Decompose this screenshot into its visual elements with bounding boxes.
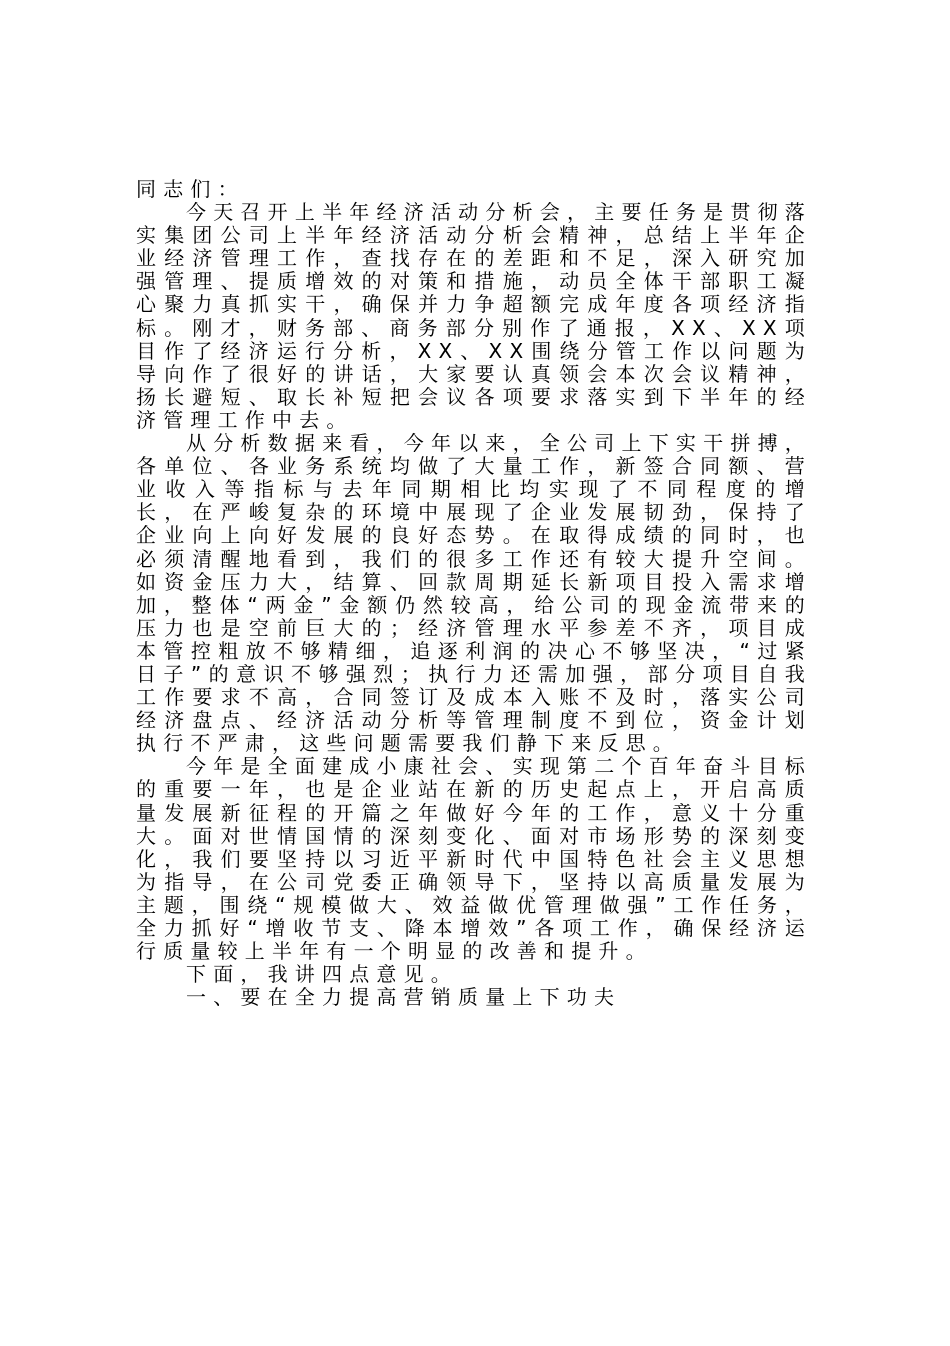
section-heading-1: 一、要在全力提高营销质量上下功夫 bbox=[186, 985, 622, 1010]
paragraph-outlook: 今年是全面建成小康社会、实现第二个百年奋斗目标的重要一年，也是企业站在新的历史起点上，开启高质量发展新征程的开篇之年做好今年的工作，意义十分重大。面对世情国情的深刻变化、面对市场形势的深刻变化，我们要坚持以习近平新时代中国特色社会主义思想为指导，在公司党委正确领导下，坚持以高质量发展为主题，围绕“规模做大、效益做优管理做强”工作任务，全力抓好“增收节支、降本增效”各项工作，确保经济运行质量较上半年有一个明显的改善和提升。 bbox=[136, 754, 812, 964]
paragraph-opening: 今天召开上半年经济活动分析会，主要任务是贯彻落实集团公司上半年经济活动分析会精神，总结上半年企业经济管理工作，查找存在的差距和不足，深入研究加强管理、提质增效的对策和措施，动员全体干部职工凝心聚力真抓实干，确保并力争超额完成年度各项经济指标。刚才，财务部、商务部分别作了通报，XX、XX项目作了经济运行分析，XX、XX围绕分管工作以问题为导向作了很好的讲话，大家要认真领会本次会议精神，扬长避短、取长补短把会议各项要求落实到下半年的经济管理工作中去。 bbox=[136, 200, 812, 432]
salutation: 同志们： bbox=[136, 177, 245, 201]
document-body bbox=[136, 178, 812, 1009]
paragraph-transition: 下面，我讲四点意见。 bbox=[186, 962, 458, 987]
paragraph-analysis: 从分析数据来看，今年以来，全公司上下实干拼搏，各单位、各业务系统均做了大量工作，新签合同额、营业收入等指标与去年同期相比均实现了不同程度的增长，在严峻复杂的环境中展现了企业发展韧劲，保持了企业向上向好发展的良好态势。在取得成绩的同时，也必须清醒地看到，我们的很多工作还有较大提升空间。如资金压力大，结算、回款周期延长新项目投入需求增加，整体“两金”金额仍然较高，给公司的现金流带来的压力也是空前巨大的；经济管理水平参差不齐，项目成本管控粗放不够精细，追逐利润的决心不够坚决，“过紧日子”的意识不够强烈；执行力还需加强，部分项目自我工作要求不高，合同签订及成本入账不及时，落实公司经济盘点、经济活动分析等管理制度不到位，资金计划执行不严肃，这些问题需要我们静下来反思。 bbox=[136, 431, 812, 756]
